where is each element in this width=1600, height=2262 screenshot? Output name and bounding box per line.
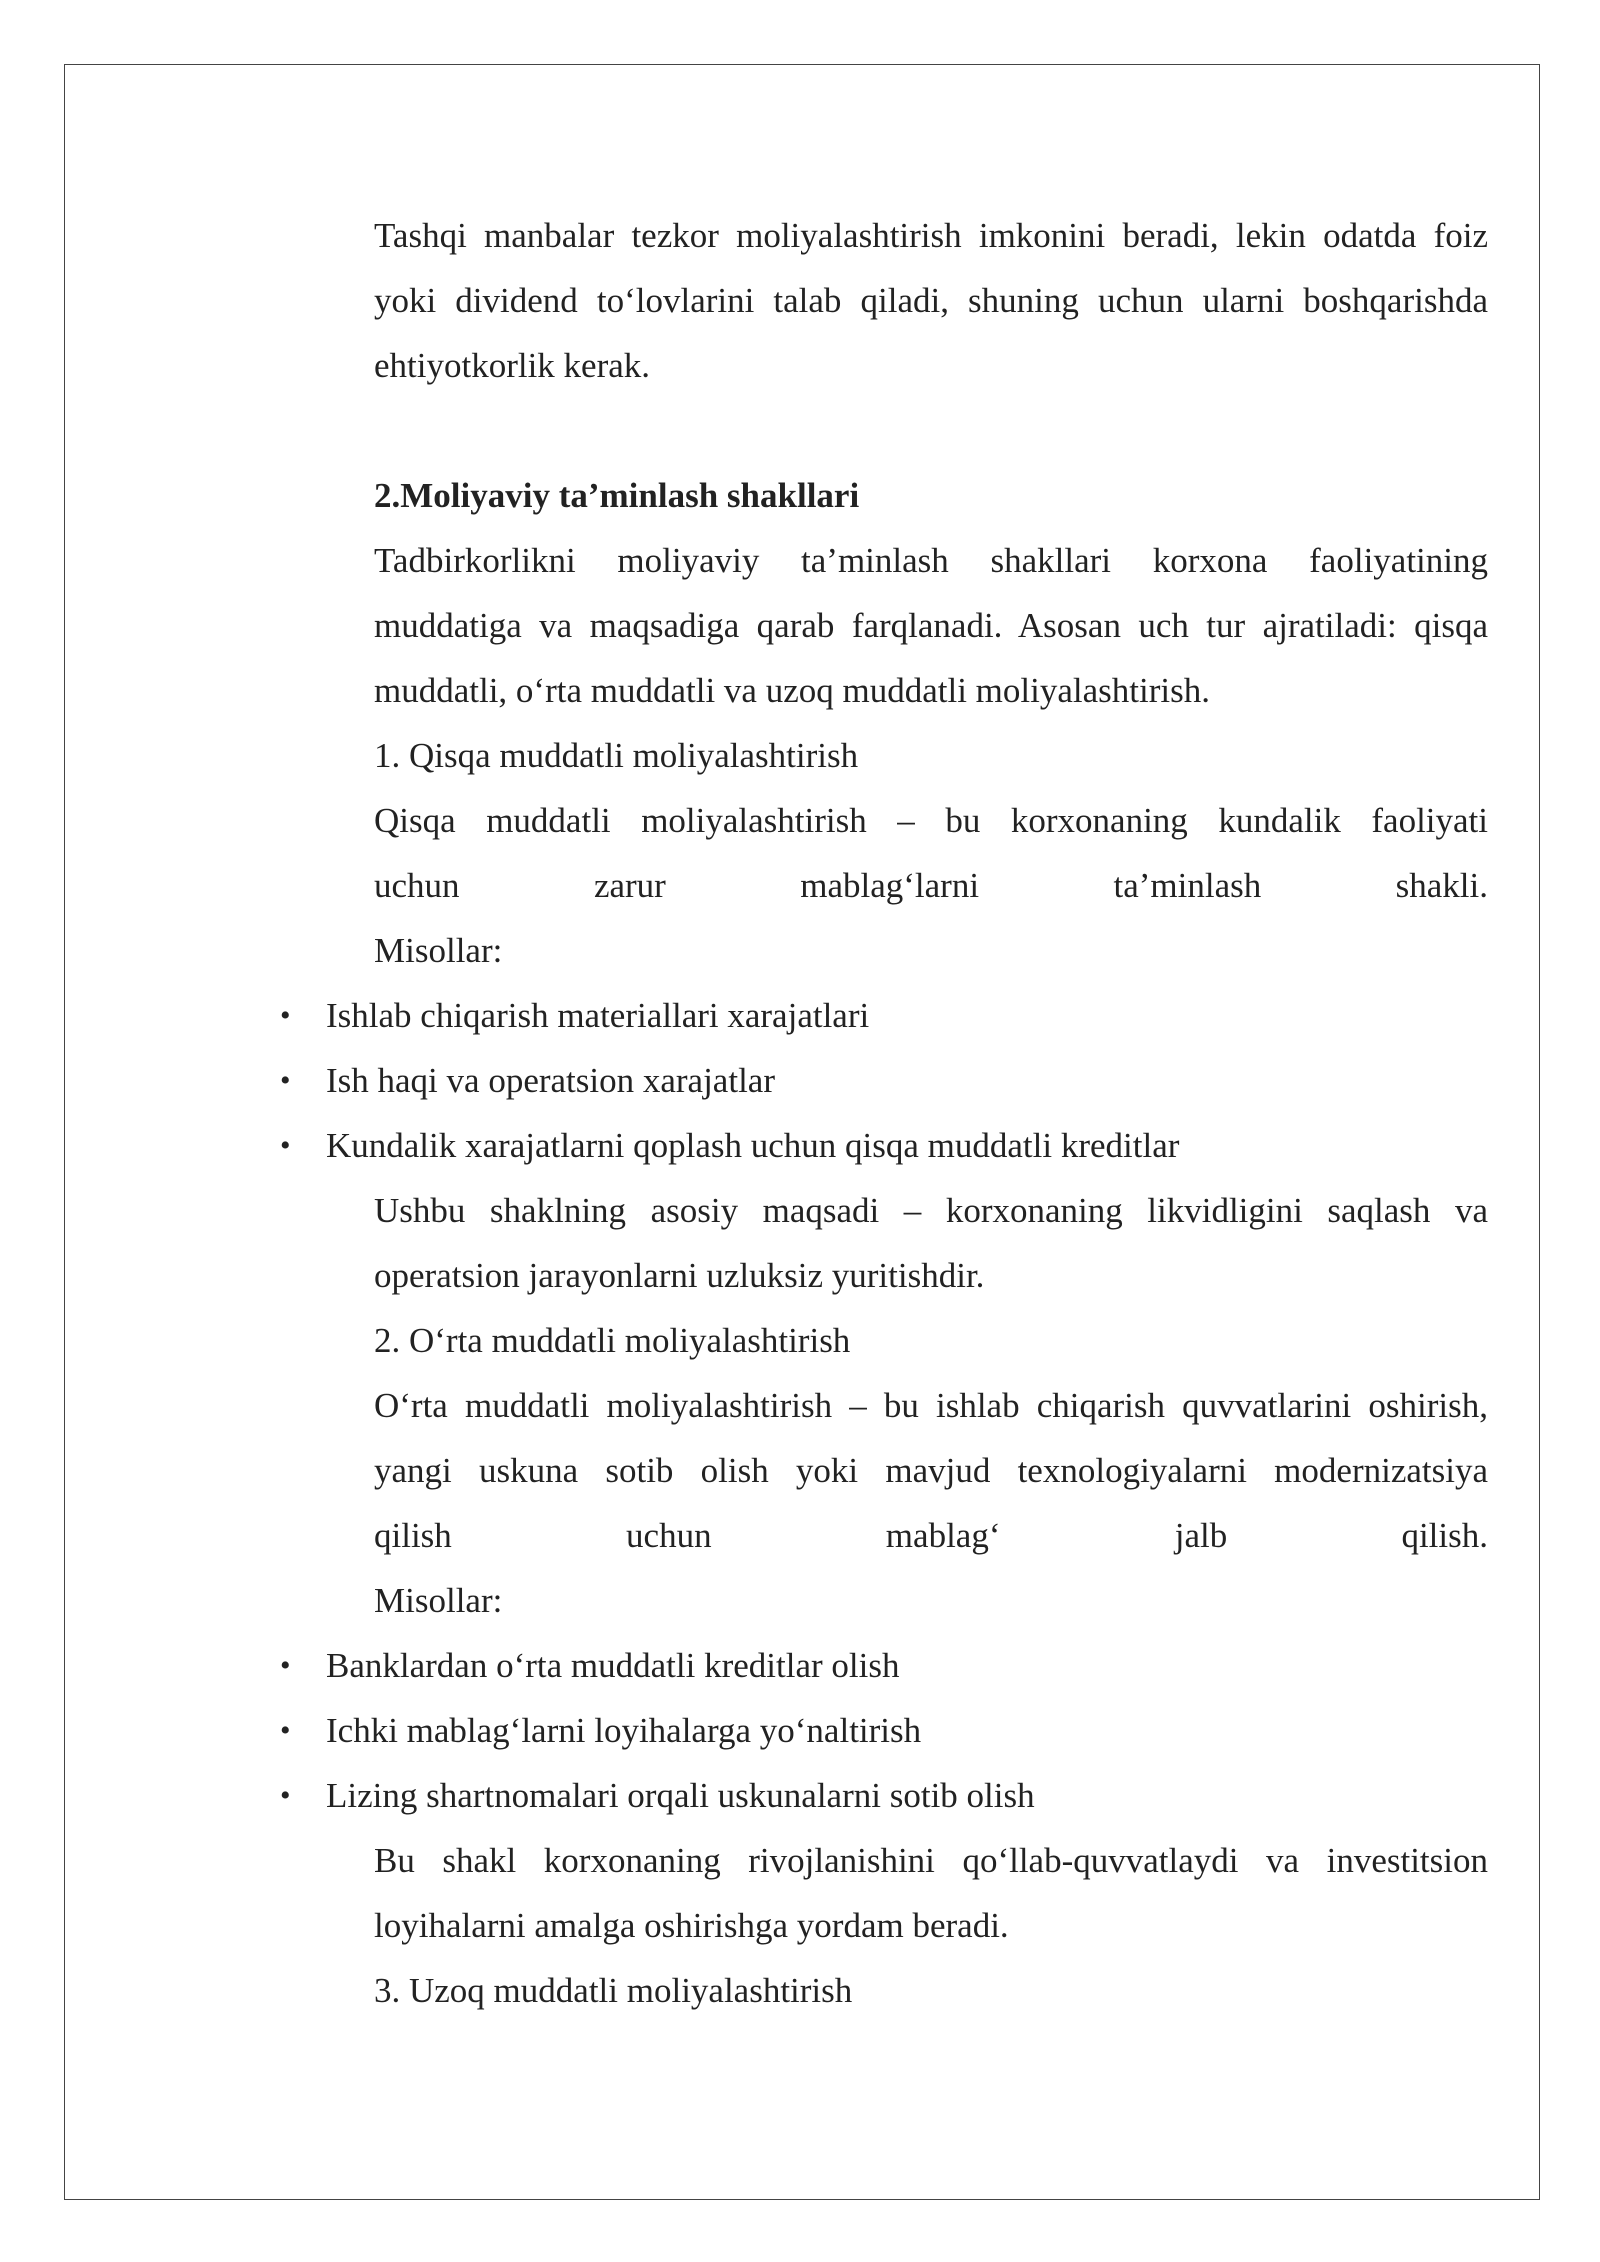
short-term-title: 1. Qisqa muddatli moliyalashtirish bbox=[374, 736, 859, 775]
intro-line-1: Tashqi manbalar tezkor moliyalashtirish imkonini beradi, lekin odatda foiz bbox=[374, 216, 1488, 255]
intro-line-2: yoki dividend to‘lovlarini talab qiladi, shuning uchun ularni boshqarishda bbox=[374, 281, 1488, 320]
short-term-definition-line-1: Qisqa muddatli moliyalashtirish – bu korxonaning kundalik faoliyati bbox=[374, 801, 1488, 840]
list-item: Ishlab chiqarish materiallari xarajatlari bbox=[326, 996, 870, 1035]
short-term-definition-line-2: uchun zarur mablag‘larni ta’minlash shakli. bbox=[374, 866, 1488, 905]
mid-term-examples-label: Misollar: bbox=[374, 1581, 503, 1620]
intro-line-3: ehtiyotkorlik kerak. bbox=[374, 346, 651, 385]
list-item: Ish haqi va operatsion xarajatlar bbox=[326, 1061, 775, 1100]
bullet-icon: • bbox=[280, 1714, 291, 1747]
bullet-icon: • bbox=[280, 1779, 291, 1812]
mid-term-conclusion-line-1: Bu shakl korxonaning rivojlanishini qo‘llab-quvvatlaydi va investitsion bbox=[374, 1841, 1488, 1880]
list-item: Ichki mablag‘larni loyihalarga yo‘naltirish bbox=[326, 1711, 922, 1750]
bullet-icon: • bbox=[280, 1064, 291, 1097]
section-heading: 2.Moliyaviy ta’minlash shakllari bbox=[374, 476, 860, 515]
section-paragraph-line-1: Tadbirkorlikni moliyaviy ta’minlash shakllari korxona faoliyatining bbox=[374, 541, 1488, 580]
short-term-examples-label: Misollar: bbox=[374, 931, 503, 970]
mid-term-definition-line-1: O‘rta muddatli moliyalashtirish – bu ishlab chiqarish quvvatlarini oshirish, bbox=[374, 1386, 1488, 1425]
short-term-conclusion-line-1: Ushbu shaklning asosiy maqsadi – korxonaning likvidligini saqlash va bbox=[374, 1191, 1488, 1230]
bullet-icon: • bbox=[280, 1649, 291, 1682]
bullet-icon: • bbox=[280, 1129, 291, 1162]
mid-term-title: 2. O‘rta muddatli moliyalashtirish bbox=[374, 1321, 851, 1360]
list-item: Lizing shartnomalari orqali uskunalarni sotib olish bbox=[326, 1776, 1035, 1815]
list-item: Banklardan o‘rta muddatli kreditlar olish bbox=[326, 1646, 900, 1685]
section-paragraph-line-2: muddatiga va maqsadiga qarab farqlanadi. Asosan uch tur ajratiladi: qisqa bbox=[374, 606, 1488, 645]
section-paragraph-line-3: muddatli, o‘rta muddatli va uzoq muddatli moliyalashtirish. bbox=[374, 671, 1210, 710]
document-page bbox=[64, 64, 1540, 2200]
bullet-icon: • bbox=[280, 999, 291, 1032]
list-item: Kundalik xarajatlarni qoplash uchun qisqa muddatli kreditlar bbox=[326, 1126, 1180, 1165]
mid-term-definition-line-3: qilish uchun mablag‘ jalb qilish. bbox=[374, 1516, 1488, 1555]
mid-term-conclusion-line-2: loyihalarni amalga oshirishga yordam beradi. bbox=[374, 1906, 1009, 1945]
mid-term-definition-line-2: yangi uskuna sotib olish yoki mavjud texnologiyalarni modernizatsiya bbox=[374, 1451, 1488, 1490]
short-term-conclusion-line-2: operatsion jarayonlarni uzluksiz yuritishdir. bbox=[374, 1256, 985, 1295]
long-term-title: 3. Uzoq muddatli moliyalashtirish bbox=[374, 1971, 853, 2010]
